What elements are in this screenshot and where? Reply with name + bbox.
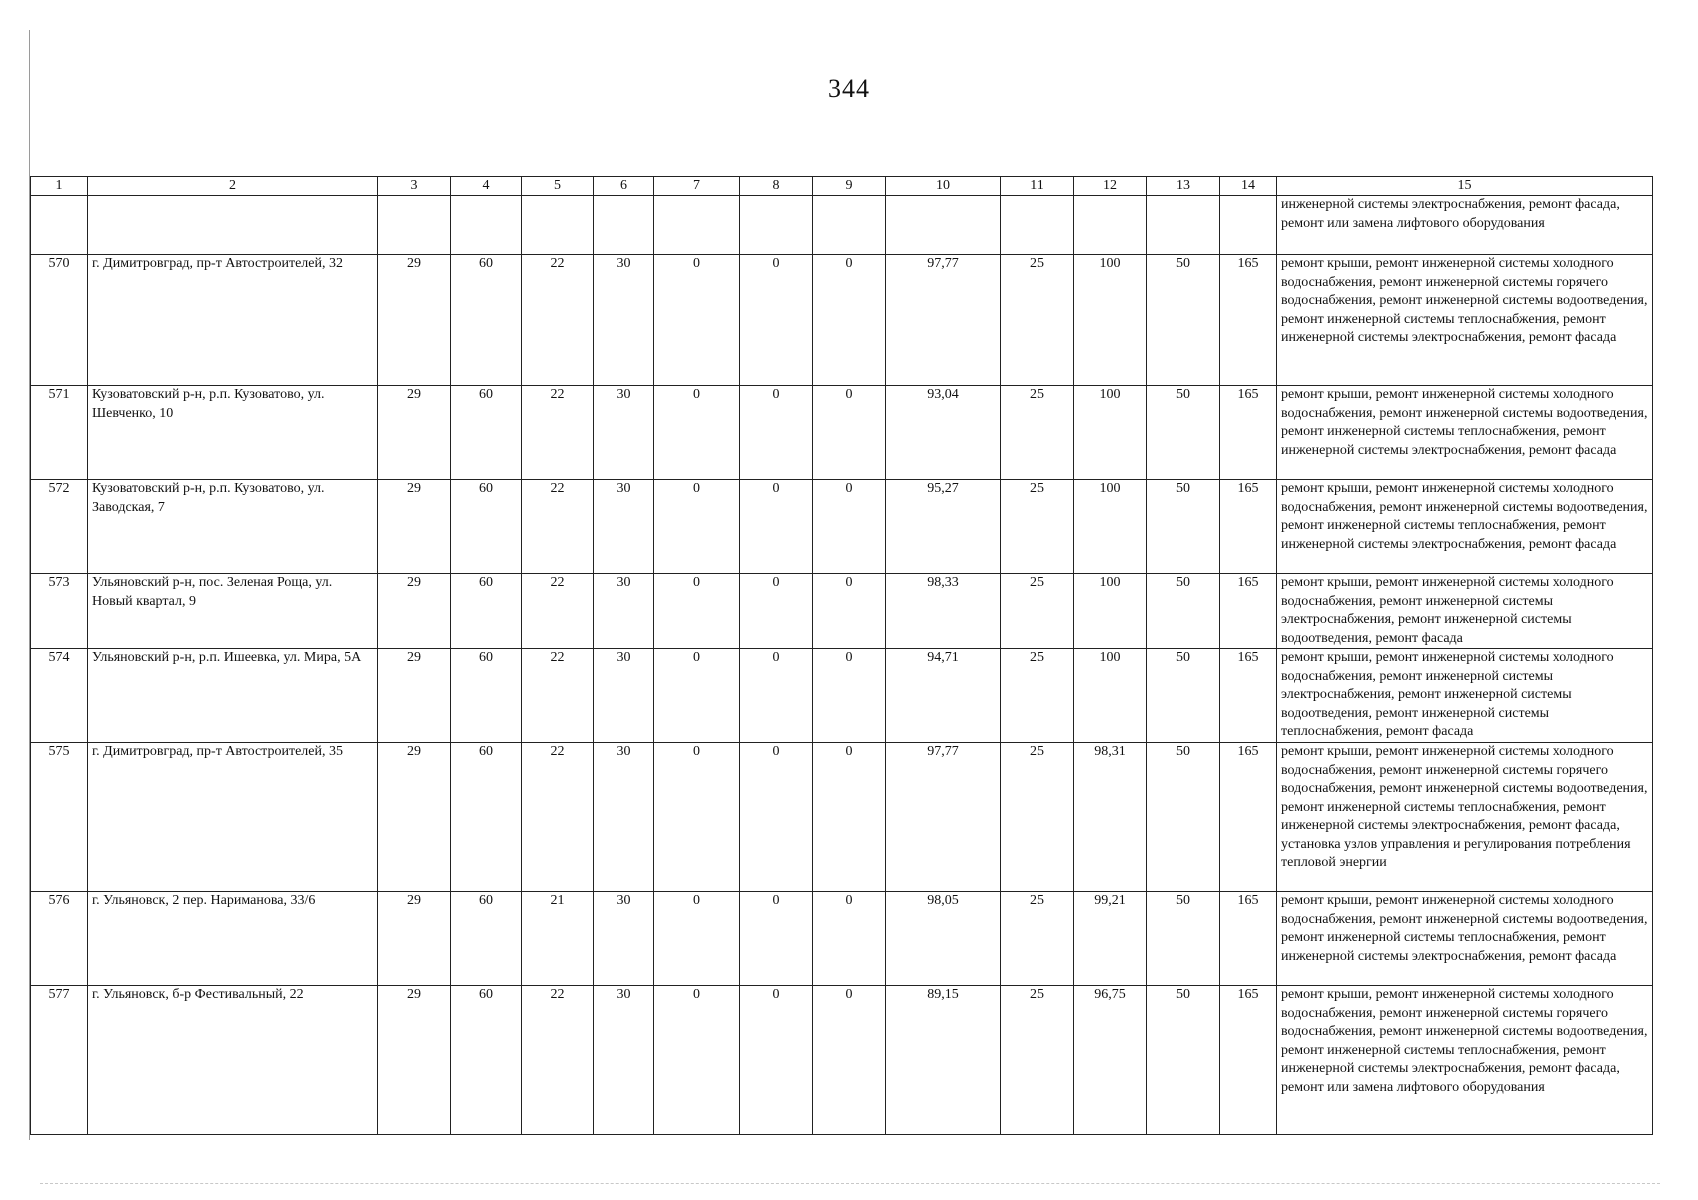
value-cell-c4: 60 [451,892,522,986]
value-cell-c14: 165 [1220,743,1277,892]
value-cell-c6: 30 [594,892,654,986]
continuation-row [31,196,1653,255]
value-cell-c10: 98,33 [886,574,1001,649]
page-number: 344 [828,74,870,103]
table-cell [378,196,451,255]
value-cell-c14: 165 [1220,255,1277,386]
value-cell-c3: 29 [378,574,451,649]
column-header: 12 [1074,177,1147,196]
value-cell-c7: 0 [654,649,740,743]
value-cell-c13: 50 [1147,743,1220,892]
value-cell-c8: 0 [740,255,813,386]
value-cell-c9: 0 [813,892,886,986]
value-cell-c13: 50 [1147,986,1220,1135]
table-row [31,386,1653,480]
value-cell-c11: 25 [1001,255,1074,386]
value-cell-c11: 25 [1001,386,1074,480]
table-cell [813,196,886,255]
value-cell-c5: 22 [522,574,594,649]
value-cell-c14: 165 [1220,892,1277,986]
table-cell [740,196,813,255]
works-cell: ремонт крыши, ремонт инженерной системы холодного водоснабжения, ремонт инженерной системы водоотведения, ремонт инженерной системы теплоснабжения, ремонт инженерной системы электроснабжения, ремонт фасада [1277,892,1653,986]
value-cell-c3: 29 [378,480,451,574]
value-cell-c7: 0 [654,255,740,386]
row-number-cell: 577 [31,986,88,1135]
works-cell: ремонт крыши, ремонт инженерной системы холодного водоснабжения, ремонт инженерной системы горячего водоснабжения, ремонт инженерной системы водоотведения, ремонт инженерной системы теплоснабжения, ремонт инженерной системы электроснабжения, ремонт фасада, ремонт или замена лифтового оборудования [1277,986,1653,1135]
column-header: 7 [654,177,740,196]
value-cell-c13: 50 [1147,574,1220,649]
value-cell-c4: 60 [451,386,522,480]
row-number-cell: 573 [31,574,88,649]
table-row [31,743,1653,892]
table-cell [886,196,1001,255]
value-cell-c9: 0 [813,743,886,892]
table-cell [1220,196,1277,255]
table-row [31,649,1653,743]
value-cell-c6: 30 [594,574,654,649]
row-number-cell: 575 [31,743,88,892]
value-cell-c11: 25 [1001,574,1074,649]
scan-edge-line [40,1183,1660,1184]
value-cell-c12: 96,75 [1074,986,1147,1135]
value-cell-c7: 0 [654,386,740,480]
value-cell-c5: 22 [522,986,594,1135]
column-header: 4 [451,177,522,196]
value-cell-c4: 60 [451,649,522,743]
table-rows [31,255,1653,1135]
repair-program-table [30,176,1653,1135]
column-header: 11 [1001,177,1074,196]
value-cell-c6: 30 [594,480,654,574]
address-cell: Кузоватовский р-н, р.п. Кузоватово, ул. Заводская, 7 [88,480,378,574]
value-cell-c9: 0 [813,574,886,649]
value-cell-c7: 0 [654,892,740,986]
value-cell-c12: 100 [1074,649,1147,743]
value-cell-c12: 98,31 [1074,743,1147,892]
column-header: 8 [740,177,813,196]
works-cell: ремонт крыши, ремонт инженерной системы холодного водоснабжения, ремонт инженерной системы горячего водоснабжения, ремонт инженерной системы водоотведения, ремонт инженерной системы теплоснабжения, ремонт инженерной системы электроснабжения, ремонт фасада [1277,255,1653,386]
row-number-cell: 574 [31,649,88,743]
row-number-cell: 571 [31,386,88,480]
value-cell-c8: 0 [740,986,813,1135]
table-cell [88,196,378,255]
value-cell-c14: 165 [1220,574,1277,649]
value-cell-c6: 30 [594,255,654,386]
value-cell-c9: 0 [813,386,886,480]
table-row [31,574,1653,649]
value-cell-c13: 50 [1147,892,1220,986]
value-cell-c8: 0 [740,574,813,649]
value-cell-c10: 98,05 [886,892,1001,986]
value-cell-c7: 0 [654,743,740,892]
value-cell-c3: 29 [378,743,451,892]
value-cell-c4: 60 [451,574,522,649]
value-cell-c5: 22 [522,386,594,480]
address-cell: Ульяновский р-н, пос. Зеленая Роща, ул. Новый квартал, 9 [88,574,378,649]
value-cell-c10: 93,04 [886,386,1001,480]
value-cell-c3: 29 [378,386,451,480]
value-cell-c6: 30 [594,649,654,743]
address-cell: г. Ульяновск, 2 пер. Нариманова, 33/6 [88,892,378,986]
value-cell-c7: 0 [654,574,740,649]
address-cell: г. Димитровград, пр-т Автостроителей, 35 [88,743,378,892]
works-cell: ремонт крыши, ремонт инженерной системы холодного водоснабжения, ремонт инженерной системы водоотведения, ремонт инженерной системы теплоснабжения, ремонт инженерной системы электроснабжения, ремонт фасада [1277,386,1653,480]
value-cell-c11: 25 [1001,986,1074,1135]
value-cell-c5: 22 [522,743,594,892]
value-cell-c13: 50 [1147,386,1220,480]
table-row [31,255,1653,386]
column-header: 10 [886,177,1001,196]
value-cell-c12: 99,21 [1074,892,1147,986]
value-cell-c14: 165 [1220,986,1277,1135]
column-header: 15 [1277,177,1653,196]
value-cell-c14: 165 [1220,480,1277,574]
column-header: 2 [88,177,378,196]
column-header: 3 [378,177,451,196]
value-cell-c6: 30 [594,986,654,1135]
column-header: 5 [522,177,594,196]
value-cell-c9: 0 [813,255,886,386]
value-cell-c12: 100 [1074,386,1147,480]
column-header: 6 [594,177,654,196]
value-cell-c12: 100 [1074,574,1147,649]
works-cell: ремонт крыши, ремонт инженерной системы холодного водоснабжения, ремонт инженерной системы водоотведения, ремонт инженерной системы теплоснабжения, ремонт инженерной системы электроснабжения, ремонт фасада [1277,480,1653,574]
value-cell-c10: 95,27 [886,480,1001,574]
column-number-row [31,177,1653,196]
value-cell-c9: 0 [813,649,886,743]
value-cell-c6: 30 [594,386,654,480]
row-number-cell: 570 [31,255,88,386]
value-cell-c11: 25 [1001,480,1074,574]
value-cell-c5: 22 [522,255,594,386]
table-row [31,986,1653,1135]
value-cell-c9: 0 [813,480,886,574]
table-cell [1001,196,1074,255]
table-cell [1147,196,1220,255]
table-cell [1074,196,1147,255]
value-cell-c12: 100 [1074,255,1147,386]
value-cell-c5: 22 [522,480,594,574]
value-cell-c5: 21 [522,892,594,986]
value-cell-c9: 0 [813,986,886,1135]
table-row [31,480,1653,574]
value-cell-c13: 50 [1147,255,1220,386]
value-cell-c4: 60 [451,743,522,892]
value-cell-c3: 29 [378,986,451,1135]
value-cell-c10: 89,15 [886,986,1001,1135]
value-cell-c13: 50 [1147,480,1220,574]
value-cell-c10: 97,77 [886,255,1001,386]
value-cell-c11: 25 [1001,892,1074,986]
table-cell [522,196,594,255]
value-cell-c4: 60 [451,255,522,386]
table-cell [594,196,654,255]
continuation-works-cell: инженерной системы электроснабжения, ремонт фасада, ремонт или замена лифтового оборудования [1277,196,1653,255]
column-header: 1 [31,177,88,196]
value-cell-c6: 30 [594,743,654,892]
value-cell-c3: 29 [378,255,451,386]
value-cell-c4: 60 [451,986,522,1135]
value-cell-c14: 165 [1220,386,1277,480]
works-cell: ремонт крыши, ремонт инженерной системы холодного водоснабжения, ремонт инженерной системы электроснабжения, ремонт инженерной системы водоотведения, ремонт инженерной системы теплоснабжения, ремонт фасада [1277,649,1653,743]
value-cell-c7: 0 [654,480,740,574]
row-number-cell: 572 [31,480,88,574]
address-cell: г. Димитровград, пр-т Автостроителей, 32 [88,255,378,386]
address-cell: Кузоватовский р-н, р.п. Кузоватово, ул. Шевченко, 10 [88,386,378,480]
table-cell [654,196,740,255]
address-cell: г. Ульяновск, б-р Фестивальный, 22 [88,986,378,1135]
table-cell [451,196,522,255]
column-header: 13 [1147,177,1220,196]
value-cell-c8: 0 [740,480,813,574]
value-cell-c5: 22 [522,649,594,743]
works-cell: ремонт крыши, ремонт инженерной системы холодного водоснабжения, ремонт инженерной системы электроснабжения, ремонт инженерной системы водоотведения, ремонт фасада [1277,574,1653,649]
value-cell-c8: 0 [740,386,813,480]
value-cell-c8: 0 [740,649,813,743]
value-cell-c8: 0 [740,743,813,892]
value-cell-c3: 29 [378,649,451,743]
value-cell-c10: 94,71 [886,649,1001,743]
column-header: 9 [813,177,886,196]
value-cell-c11: 25 [1001,743,1074,892]
value-cell-c4: 60 [451,480,522,574]
value-cell-c13: 50 [1147,649,1220,743]
table-cell [31,196,88,255]
works-cell: ремонт крыши, ремонт инженерной системы холодного водоснабжения, ремонт инженерной системы горячего водоснабжения, ремонт инженерной системы водоотведения, ремонт инженерной системы теплоснабжения, ремонт инженерной системы электроснабжения, ремонт фасада, установка узлов управления и регулирования потребления тепловой энергии [1277,743,1653,892]
column-header: 14 [1220,177,1277,196]
value-cell-c8: 0 [740,892,813,986]
value-cell-c7: 0 [654,986,740,1135]
row-number-cell: 576 [31,892,88,986]
value-cell-c10: 97,77 [886,743,1001,892]
value-cell-c14: 165 [1220,649,1277,743]
table-row [31,892,1653,986]
value-cell-c3: 29 [378,892,451,986]
value-cell-c11: 25 [1001,649,1074,743]
value-cell-c12: 100 [1074,480,1147,574]
address-cell: Ульяновский р-н, р.п. Ишеевка, ул. Мира, 5А [88,649,378,743]
